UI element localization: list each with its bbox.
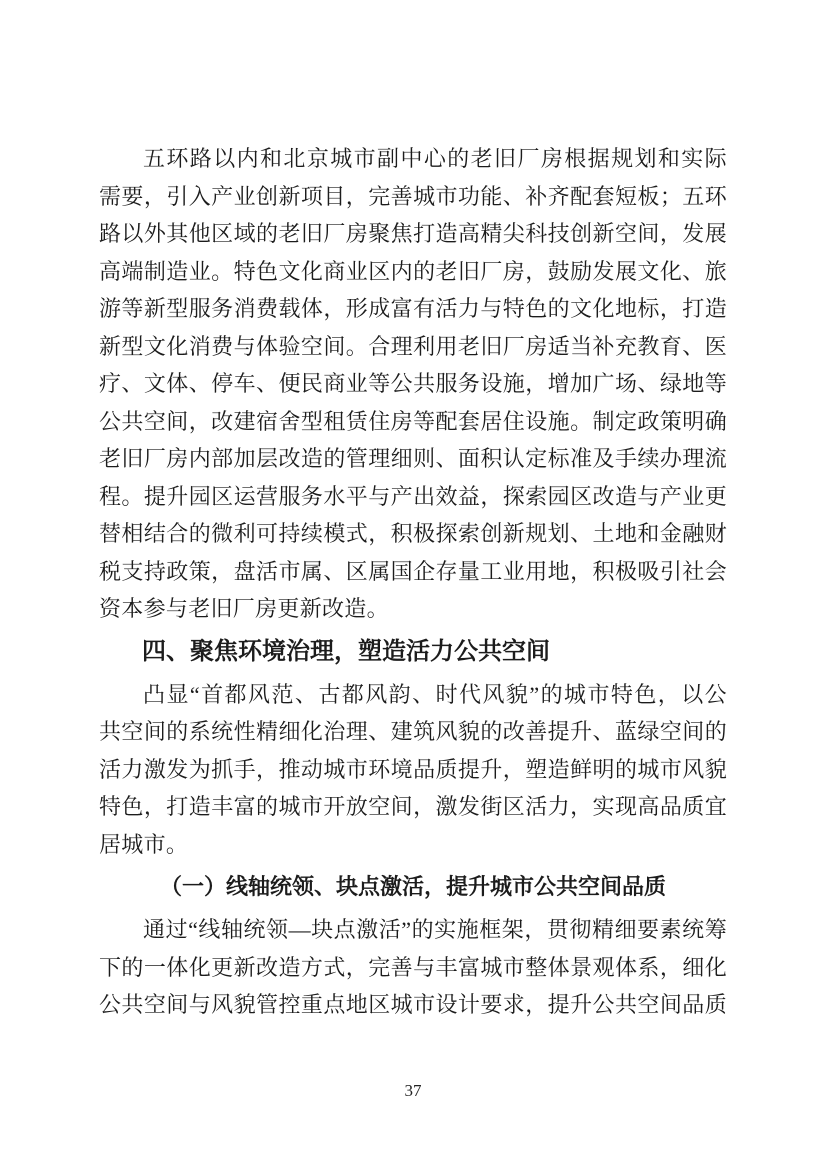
- text-line: 高端制造业。特色文化商业区内的老旧厂房，鼓励发展文化、旅: [99, 258, 727, 284]
- text-line: 游等新型服务消费载体，形成富有活力与特色的文化地标，打造: [99, 296, 727, 321]
- text-line: 老旧厂房内部加层改造的管理细则、面积认定标准及手续办理流: [99, 446, 727, 471]
- text-line: 公共空间，改建宿舍型租赁住房等配套居住设施。制定政策明确: [99, 408, 727, 434]
- text-line: 公共空间与风貌管控重点地区城市设计要求，提升公共空间品质: [99, 992, 727, 1017]
- text-line: 程。提升园区运营服务水平与产出效益，探索园区改造与产业更: [99, 483, 727, 509]
- text-line: 下的一体化更新改造方式，完善与丰富城市整体景观体系，细化: [99, 954, 727, 980]
- text-line: 五环路以内和北京城市副中心的老旧厂房根据规划和实际: [143, 146, 727, 171]
- text-line: 凸显“首都风范、古都风韵、时代风貌”的城市特色，以公: [143, 681, 727, 707]
- text-line: 居城市。: [99, 831, 189, 857]
- page-number: 37: [404, 1081, 422, 1100]
- text-line: 活力激发为抓手，推动城市环境品质提升，塑造鲜明的城市风貌: [99, 756, 727, 782]
- text-line: 路以外其他区域的老旧厂房聚焦打造高精尖科技创新空间，发展: [99, 221, 727, 246]
- text-line: 需要，引入产业创新项目，完善城市功能、补齐配套短板；五环: [99, 183, 727, 209]
- text-line: 特色，打造丰富的城市开放空间，激发街区活力，实现高品质宜: [99, 794, 727, 819]
- paragraph-old-factories: [99, 140, 727, 628]
- page-content: [99, 140, 727, 1024]
- text-line: 替相结合的微利可持续模式，积极探索创新规划、土地和金融财: [99, 521, 727, 546]
- text-line: 疗、文体、停车、便民商业等公共服务设施，增加广场、绿地等: [99, 371, 727, 396]
- paragraph-axis-framework: [99, 911, 727, 1024]
- text-line: 税支持政策，盘活市属、区属国企存量工业用地，积极吸引社会: [99, 558, 727, 584]
- text-line: 资本参与老旧厂房更新改造。: [99, 596, 389, 621]
- text-line: 共空间的系统性精细化治理、建筑风貌的改善提升、蓝绿空间的: [99, 719, 727, 744]
- section-heading-environment: 四、聚焦环境治理，塑造活力公共空间: [142, 637, 550, 665]
- subsection-heading-axis: （一）线轴统领、块点激活，提升城市公共空间品质: [159, 874, 666, 899]
- text-line: 通过“线轴统领—块点激活”的实施框架，贯彻精细要素统筹: [143, 917, 727, 942]
- paragraph-city-character: [99, 676, 727, 864]
- text-line: 新型文化消费与体验空间。合理利用老旧厂房适当补充教育、医: [99, 333, 727, 359]
